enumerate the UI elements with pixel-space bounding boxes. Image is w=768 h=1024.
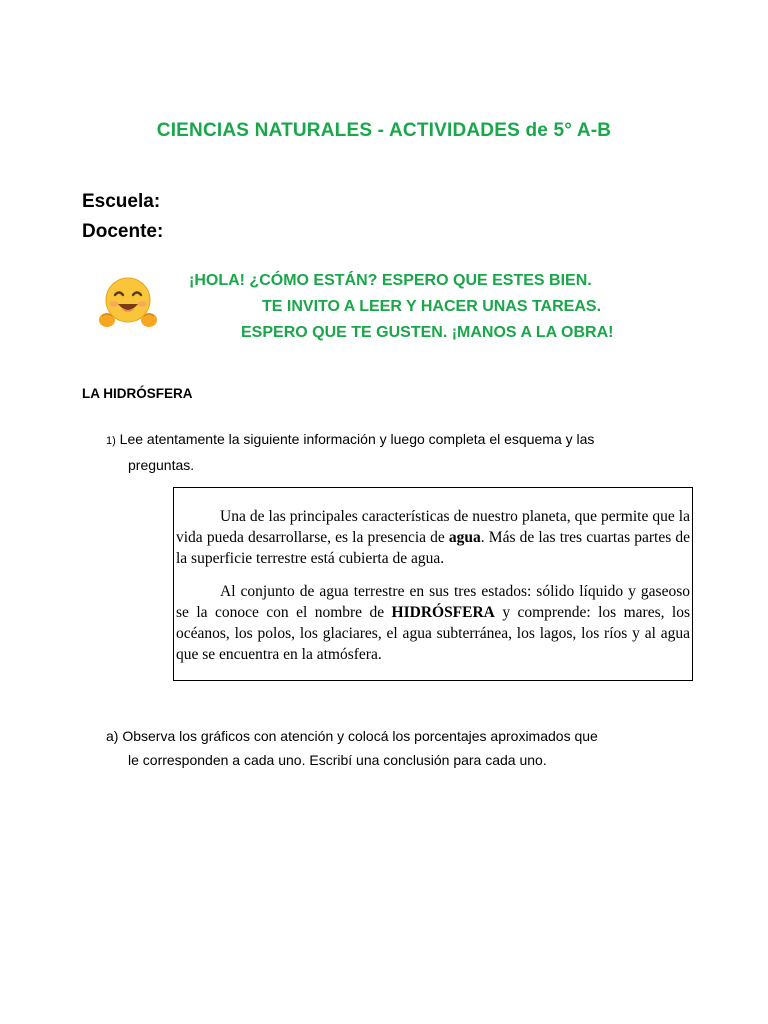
- info-p2-text: Al conjunto de agua terrestre en sus tres estados: sólido líquido y gaseoso se la conoce con el nombre de: [176, 583, 690, 621]
- smiling-face-hugging-icon: [98, 276, 158, 332]
- question-1-number: 1): [106, 435, 116, 447]
- greeting-line-1: ¡HOLA! ¿CÓMO ESTÁN? ESPERO QUE ESTES BIEN.: [189, 272, 592, 289]
- question-1: [106, 427, 706, 477]
- info-p1-bold: agua: [448, 529, 481, 546]
- question-1-text-line-1: Lee atentamente la siguiente información y luego completa el esquema y las: [119, 431, 595, 447]
- question-a: [106, 724, 726, 772]
- info-p2-text-end: y comprende: los mares, los océanos, los polos, los glaciares, el agua subterránea, los lagos, los ríos y al agua que se encuentra en la atmósfera.: [176, 604, 691, 663]
- question-a-text-line-1: Observa los gráficos con atención y colocá los porcentajes aproximados que: [122, 728, 598, 744]
- page-title: CIENCIAS NATURALES - ACTIVIDADES de 5° A-B: [156, 120, 612, 141]
- greeting-line-2: TE INVITO A LEER Y HACER UNAS TAREAS.: [262, 298, 602, 315]
- info-box: [173, 487, 693, 681]
- info-p1-text: Una de las principales características de nuestro planeta, que permite que la vida pueda desarrollarse, es la presencia de: [176, 508, 690, 546]
- info-paragraph-1: [176, 506, 690, 569]
- info-p2-bold: HIDRÓSFERA: [391, 604, 495, 621]
- section-title: LA HIDRÓSFERA: [82, 386, 193, 401]
- info-p1-text-end: . Más de las tres cuartas partes de la superficie terrestre está cubierta de agua.: [176, 529, 691, 567]
- teacher-label: Docente:: [82, 221, 164, 242]
- info-paragraph-2: [176, 581, 690, 665]
- greeting-line-3: ESPERO QUE TE GUSTEN. ¡MANOS A LA OBRA!: [241, 324, 614, 341]
- question-1-text-line-2: preguntas.: [128, 457, 195, 473]
- school-label: Escuela:: [82, 191, 161, 212]
- question-a-text-line-2: le corresponden a cada uno. Escribí una conclusión para cada uno.: [128, 752, 547, 768]
- question-a-letter: a): [106, 728, 119, 744]
